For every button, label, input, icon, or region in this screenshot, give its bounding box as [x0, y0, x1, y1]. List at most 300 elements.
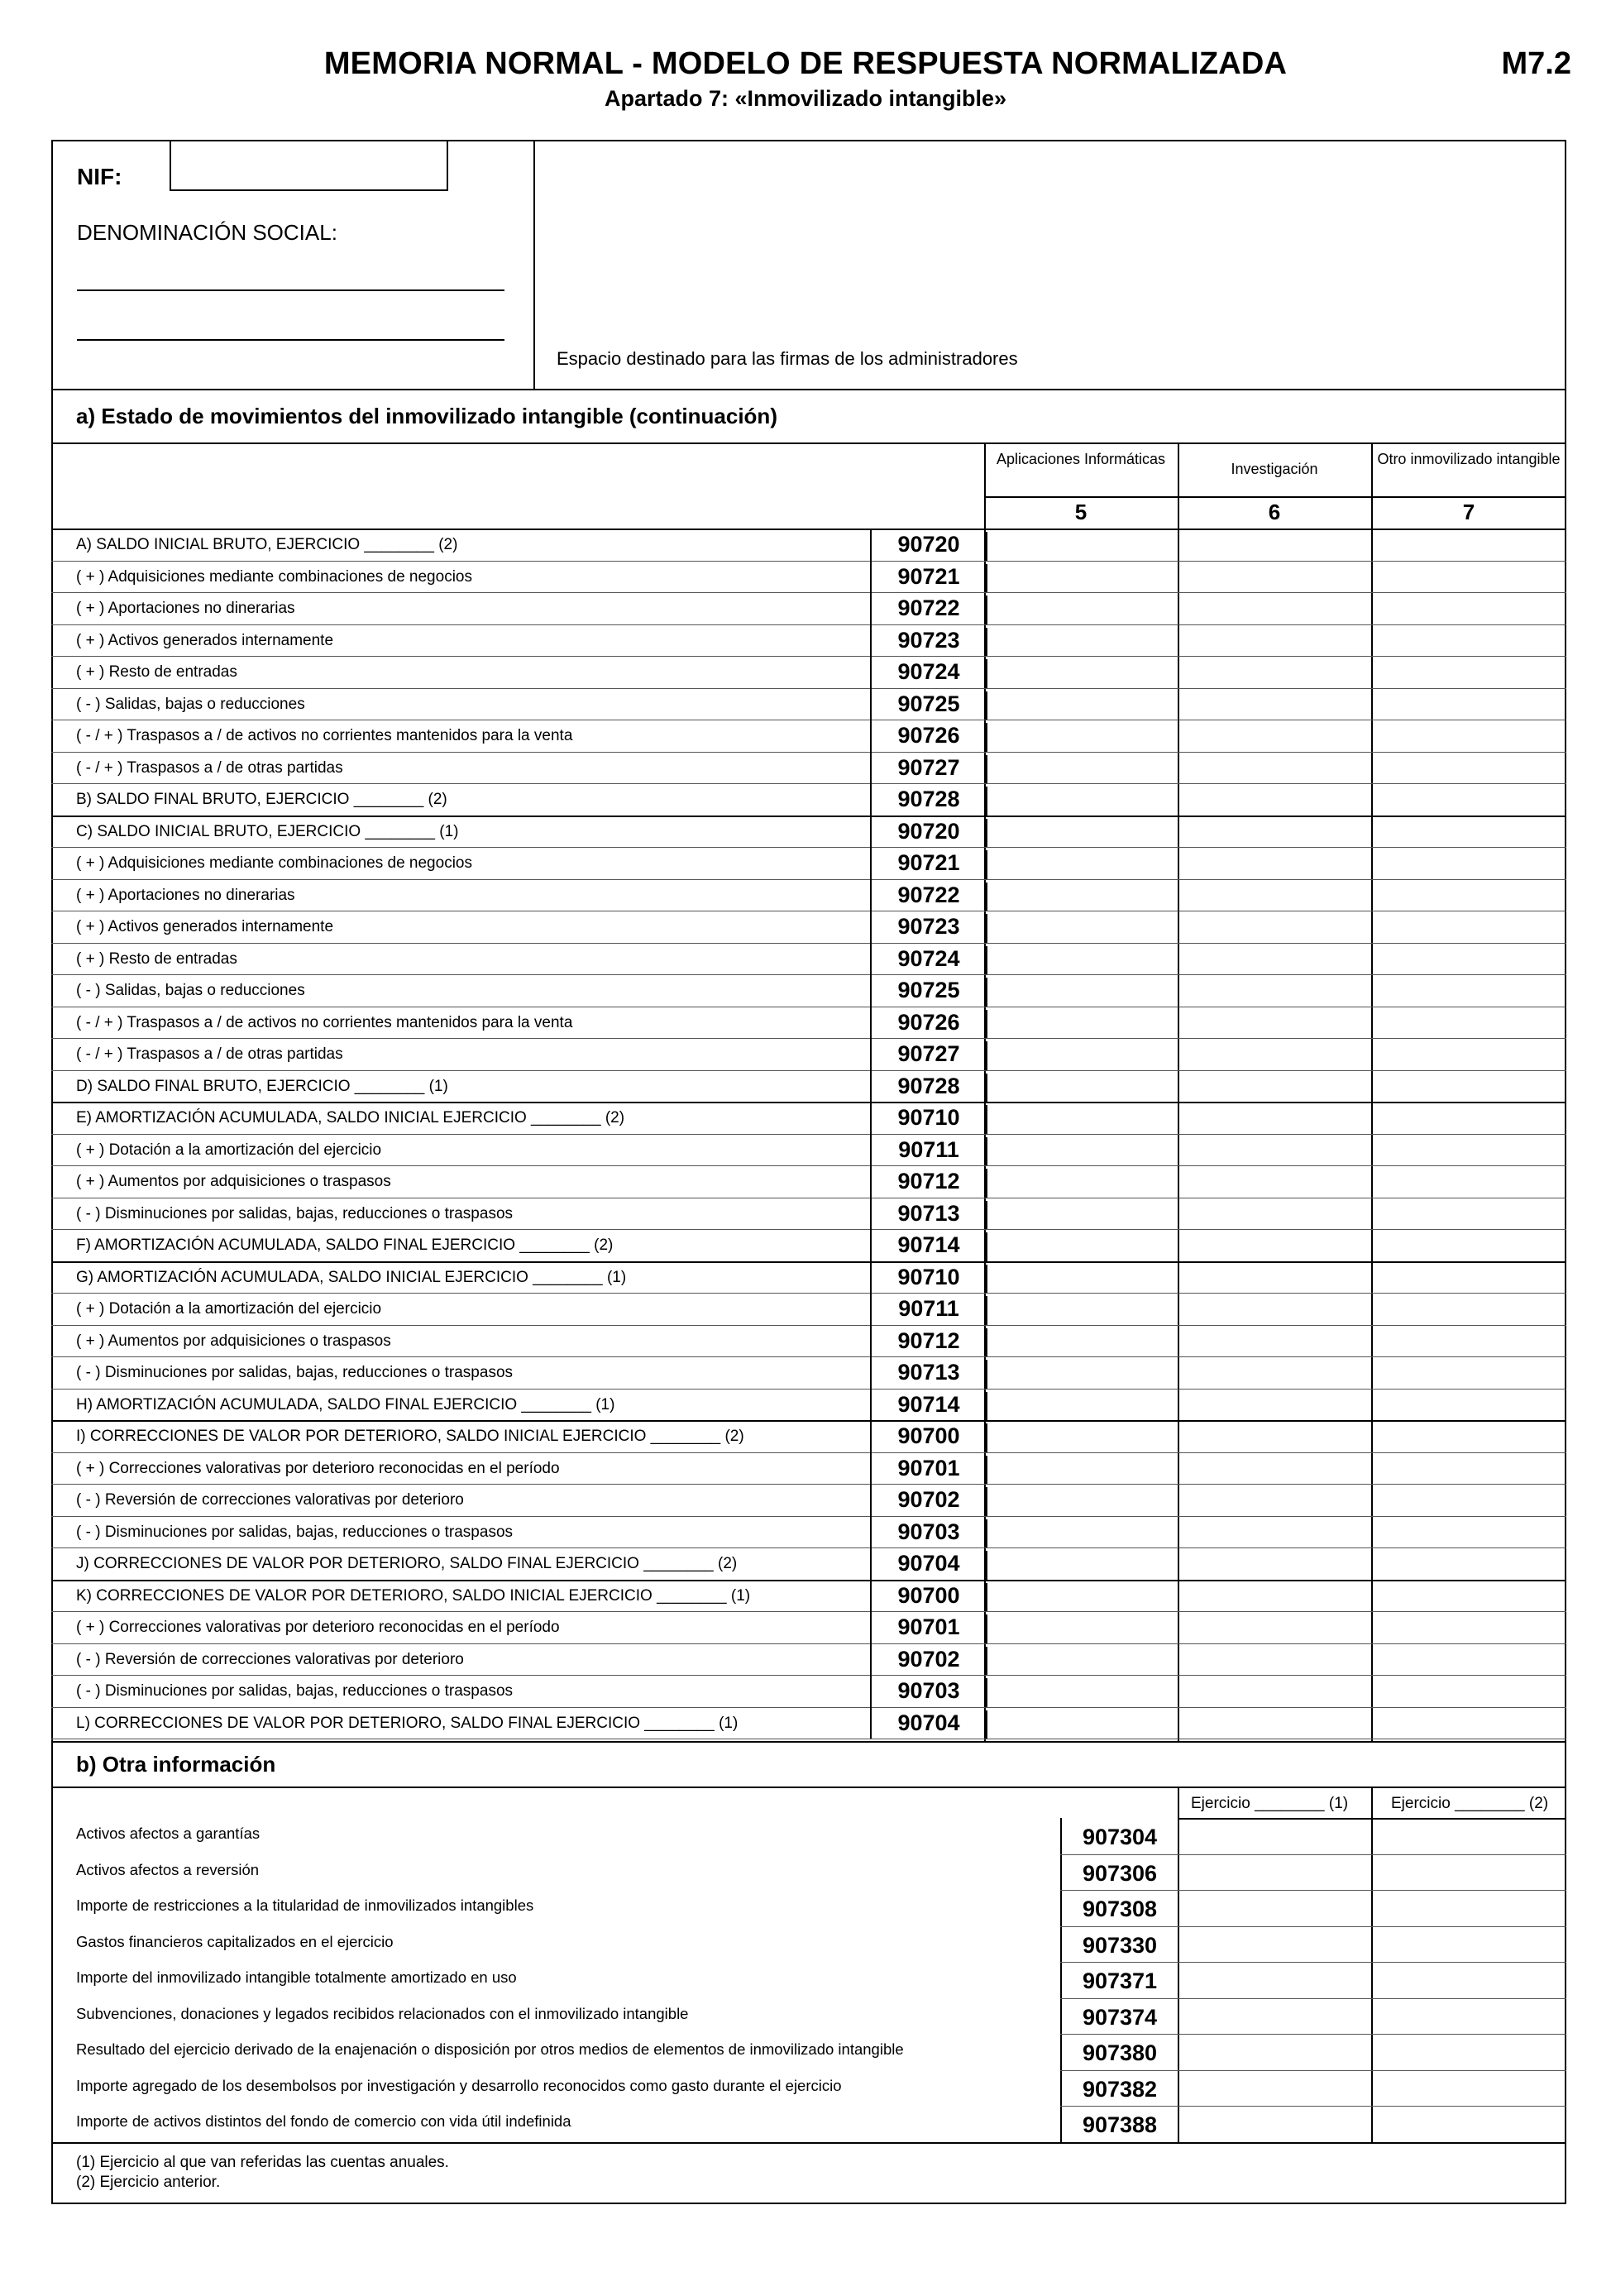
value-cell-col-6[interactable] — [1179, 1675, 1371, 1707]
col-header-otro: Otro inmovilizado intangible — [1377, 451, 1561, 467]
row-code: 907371 — [1082, 1968, 1158, 1993]
value-cell-ejercicio-1[interactable] — [1179, 1890, 1371, 1926]
table-row — [51, 1643, 1566, 1676]
row-code: 90710 — [870, 1105, 987, 1134]
value-cell-col-6[interactable] — [1179, 1102, 1371, 1134]
value-cell-col-6[interactable] — [1179, 1707, 1371, 1739]
table-row — [51, 1102, 1566, 1134]
value-cell-col-6[interactable] — [1179, 847, 1371, 879]
value-cell-ejercicio-1[interactable] — [1179, 2106, 1371, 2142]
value-cell-col-5[interactable] — [986, 816, 1178, 848]
value-cell-col-5[interactable] — [986, 1356, 1178, 1389]
page-subtitle: Apartado 7: «Inmovilizado intangible» — [604, 86, 1007, 111]
row-label: L) CORRECCIONES DE VALOR POR DETERIORO, SALDO FINAL EJERCICIO ________ (1) — [76, 1714, 739, 1732]
table-row — [51, 847, 1566, 879]
row-label: ( + ) Resto de entradas — [76, 663, 237, 681]
row-label: B) SALDO FINAL BRUTO, EJERCICIO ________ (2) — [76, 791, 447, 808]
value-cell-col-5[interactable] — [986, 752, 1178, 784]
row-label: ( + ) Aportaciones no dinerarias — [76, 600, 295, 617]
denominacion-label: DENOMINACIÓN SOCIAL: — [77, 220, 337, 245]
row-label: ( + ) Dotación a la amortización del ejercicio — [76, 1300, 382, 1318]
value-cell-col-7[interactable] — [1373, 1643, 1566, 1676]
value-cell-col-5[interactable] — [986, 1070, 1178, 1103]
table-row — [51, 1580, 1566, 1612]
section-a-title: a) Estado de movimientos del inmovilizado intangible (continuación) — [76, 404, 777, 428]
value-cell-col-7[interactable] — [1373, 1038, 1566, 1070]
value-cell-col-7[interactable] — [1373, 1675, 1566, 1707]
row-label: I) CORRECCIONES DE VALOR POR DETERIORO, SALDO INICIAL EJERCICIO ________ (2) — [76, 1428, 744, 1445]
value-cell-ejercicio-2[interactable] — [1373, 1890, 1566, 1926]
denominacion-line-1[interactable] — [77, 289, 504, 291]
row-code: 90712 — [870, 1169, 987, 1198]
row-code: 90725 — [870, 691, 987, 720]
section-b-title-border — [51, 1787, 1566, 1788]
row-label: ( - ) Salidas, bajas o reducciones — [76, 982, 305, 999]
value-cell-col-6[interactable] — [1179, 974, 1371, 1007]
row-label: ( - / + ) Traspasos a / de otras partidas — [76, 1045, 343, 1063]
row-label: ( + ) Correcciones valorativas por deterioro reconocidas en el período — [76, 1619, 560, 1636]
row-label: K) CORRECCIONES DE VALOR POR DETERIORO, SALDO INICIAL EJERCICIO ________ (1) — [76, 1586, 751, 1605]
col-header-aplicaciones: Aplicaciones Informáticas — [996, 451, 1166, 467]
value-cell-col-6[interactable] — [1179, 656, 1371, 688]
row-label: G) AMORTIZACIÓN ACUMULADA, SALDO INICIAL EJERCICIO ________ (1) — [76, 1268, 627, 1286]
col-number-7: 7 — [1462, 500, 1475, 524]
value-cell-col-6[interactable] — [1179, 1420, 1371, 1452]
table-row — [51, 1038, 1566, 1070]
row-code: 90702 — [870, 1487, 987, 1516]
row-code: 90725 — [870, 978, 987, 1007]
row-code: 90703 — [870, 1519, 987, 1548]
row-code: 90713 — [870, 1360, 987, 1389]
value-cell-ejercicio-1[interactable] — [1179, 2034, 1371, 2070]
value-cell-col-5[interactable] — [986, 943, 1178, 975]
table-row — [51, 1926, 1566, 1963]
table-row — [51, 1547, 1566, 1580]
row-label: Importe de restricciones a la titularidad de inmovilizados intangibles — [76, 1897, 534, 1914]
value-cell-col-6[interactable] — [1179, 624, 1371, 657]
value-cell-col-6[interactable] — [1179, 1229, 1371, 1261]
section-b-col-ejercicio-1: Ejercicio ________ (1) — [1191, 1795, 1349, 1812]
value-cell-col-7[interactable] — [1373, 720, 1566, 752]
value-cell-col-7[interactable] — [1373, 1102, 1566, 1134]
value-cell-col-6[interactable] — [1179, 943, 1371, 975]
nif-label: NIF: — [77, 164, 122, 189]
row-code: 90723 — [870, 628, 987, 657]
value-cell-col-6[interactable] — [1179, 1580, 1371, 1612]
value-cell-col-7[interactable] — [1373, 752, 1566, 784]
value-cell-col-5[interactable] — [986, 1675, 1178, 1707]
section-b-col-ejercicio-2: Ejercicio ________ (2) — [1391, 1795, 1549, 1812]
row-code: 90723 — [870, 914, 987, 943]
value-cell-col-7[interactable] — [1373, 1484, 1566, 1516]
table-row — [51, 656, 1566, 688]
row-label: ( + ) Resto de entradas — [76, 949, 237, 968]
row-code: 907330 — [1082, 1932, 1158, 1958]
value-cell-col-6[interactable] — [1179, 720, 1371, 752]
table-row — [51, 1389, 1566, 1421]
value-cell-col-5[interactable] — [986, 974, 1178, 1007]
col-number-5: 5 — [1074, 500, 1088, 524]
footnote-2: (2) Ejercicio anterior. — [76, 2174, 221, 2191]
value-cell-col-6[interactable] — [1179, 1389, 1371, 1421]
row-code: 90714 — [870, 1392, 987, 1421]
row-label: ( - ) Disminuciones por salidas, bajas, reducciones o traspasos — [76, 1364, 514, 1381]
row-code: 90704 — [870, 1551, 987, 1580]
row-code: 90700 — [870, 1423, 987, 1452]
value-cell-col-7[interactable] — [1373, 1420, 1566, 1452]
row-label: Importe del inmovilizado intangible totalmente amortizado en uso — [76, 1968, 517, 1986]
table-row — [51, 1198, 1566, 1230]
row-label: F) AMORTIZACIÓN ACUMULADA, SALDO FINAL EJERCICIO ________ (2) — [76, 1236, 614, 1254]
table-row — [51, 1675, 1566, 1707]
value-cell-col-6[interactable] — [1179, 816, 1371, 848]
row-code: 90728 — [870, 787, 987, 816]
row-label: C) SALDO INICIAL BRUTO, EJERCICIO ________ (1) — [76, 822, 459, 840]
row-code: 90727 — [870, 755, 987, 784]
table-row — [51, 2034, 1566, 2070]
value-cell-col-6[interactable] — [1179, 1007, 1371, 1039]
value-cell-col-6[interactable] — [1179, 1198, 1371, 1230]
row-label: ( - ) Disminuciones por salidas, bajas, reducciones o traspasos — [76, 1523, 514, 1541]
value-cell-col-7[interactable] — [1373, 1134, 1566, 1166]
col-number-6: 6 — [1268, 500, 1281, 524]
value-cell-col-5[interactable] — [986, 656, 1178, 688]
table-row — [51, 1325, 1566, 1357]
row-label: ( + ) Activos generados internamente — [76, 918, 334, 935]
value-cell-col-7[interactable] — [1373, 1293, 1566, 1325]
table-row — [51, 624, 1566, 657]
table-row — [51, 1134, 1566, 1166]
denominacion-line-2[interactable] — [77, 339, 504, 341]
row-label: ( - / + ) Traspasos a / de activos no corrientes mantenidos para la venta — [76, 727, 573, 744]
value-cell-col-5[interactable] — [986, 529, 1178, 561]
value-cell-ejercicio-1[interactable] — [1179, 1854, 1371, 1891]
footnote-1: (1) Ejercicio al que van referidas las cuentas anuales. — [76, 2154, 449, 2171]
value-cell-col-5[interactable] — [986, 1165, 1178, 1198]
row-code: 90724 — [870, 659, 987, 688]
value-cell-ejercicio-2[interactable] — [1373, 1926, 1566, 1963]
value-cell-col-6[interactable] — [1179, 1452, 1371, 1485]
value-cell-col-5[interactable] — [986, 1261, 1178, 1294]
value-cell-ejercicio-1[interactable] — [1179, 1926, 1371, 1963]
table-row — [51, 943, 1566, 975]
value-cell-col-7[interactable] — [1373, 1198, 1566, 1230]
form-code: M7.2 — [1501, 46, 1571, 81]
value-cell-ejercicio-2[interactable] — [1373, 1962, 1566, 1998]
row-code: 90722 — [870, 883, 987, 911]
table-row — [51, 1707, 1566, 1739]
row-label: Gastos financieros capitalizados en el ejercicio — [76, 1932, 394, 1950]
value-cell-col-7[interactable] — [1373, 624, 1566, 657]
table-row — [51, 1420, 1566, 1452]
section-b-title: b) Otra información — [76, 1752, 276, 1777]
value-cell-col-7[interactable] — [1373, 847, 1566, 879]
row-label: Activos afectos a garantías — [76, 1825, 261, 1842]
section-b-top-border — [51, 1741, 1566, 1743]
table-row — [51, 592, 1566, 624]
row-label: Activos afectos a reversión — [76, 1860, 260, 1878]
row-code: 90721 — [870, 564, 987, 593]
row-code: 907304 — [1082, 1825, 1158, 1849]
value-cell-ejercicio-2[interactable] — [1373, 2106, 1566, 2142]
value-cell-ejercicio-2[interactable] — [1373, 2070, 1566, 2107]
row-code: 90728 — [870, 1074, 987, 1103]
table-row — [51, 1261, 1566, 1294]
row-code: 90726 — [870, 1010, 987, 1039]
row-label: ( + ) Adquisiciones mediante combinaciones de negocios — [76, 567, 472, 586]
value-cell-col-6[interactable] — [1179, 1611, 1371, 1643]
value-cell-col-5[interactable] — [986, 1389, 1178, 1421]
table-row — [51, 1293, 1566, 1325]
row-label: ( + ) Aportaciones no dinerarias — [76, 886, 295, 904]
value-cell-col-5[interactable] — [986, 1484, 1178, 1516]
value-cell-col-5[interactable] — [986, 911, 1178, 943]
table-row — [51, 816, 1566, 848]
value-cell-col-7[interactable] — [1373, 1389, 1566, 1421]
value-cell-col-7[interactable] — [1373, 1165, 1566, 1198]
code-col-left-border — [870, 529, 872, 1739]
value-cell-col-7[interactable] — [1373, 656, 1566, 688]
value-cell-col-6[interactable] — [1179, 752, 1371, 784]
table-row — [51, 1611, 1566, 1643]
row-code: 90704 — [870, 1710, 987, 1739]
table-row — [51, 561, 1566, 593]
value-cell-col-6[interactable] — [1179, 911, 1371, 943]
table-row — [51, 1516, 1566, 1548]
value-cell-col-6[interactable] — [1179, 592, 1371, 624]
row-label: ( + ) Correcciones valorativas por deterioro reconocidas en el período — [76, 1459, 560, 1477]
value-cell-col-5[interactable] — [986, 1452, 1178, 1485]
value-cell-col-5[interactable] — [986, 1102, 1178, 1134]
value-cell-col-6[interactable] — [1179, 561, 1371, 593]
table-row — [51, 1356, 1566, 1389]
value-cell-col-6[interactable] — [1179, 1516, 1371, 1548]
value-cell-col-7[interactable] — [1373, 592, 1566, 624]
value-cell-col-7[interactable] — [1373, 816, 1566, 848]
table-row — [51, 879, 1566, 911]
page-title: MEMORIA NORMAL - MODELO DE RESPUESTA NORMALIZADA — [323, 46, 1288, 81]
value-cell-col-5[interactable] — [986, 1198, 1178, 1230]
row-code: 907306 — [1082, 1860, 1158, 1886]
row-label: ( - ) Reversión de correcciones valorativas por deterioro — [76, 1650, 464, 1668]
value-cell-col-7[interactable] — [1373, 1007, 1566, 1039]
value-cell-col-5[interactable] — [986, 1229, 1178, 1261]
value-cell-col-7[interactable] — [1373, 1325, 1566, 1357]
table-row — [51, 1818, 1566, 1854]
value-cell-col-6[interactable] — [1179, 529, 1371, 561]
value-cell-col-5[interactable] — [986, 1038, 1178, 1070]
table-row — [51, 974, 1566, 1007]
table-row — [51, 1229, 1566, 1261]
row-label: Importe agregado de los desembolsos por investigación y desarrollo reconocidos como gasto durante el ejercicio — [76, 2076, 842, 2094]
value-cell-col-7[interactable] — [1373, 1452, 1566, 1485]
table-row — [51, 783, 1566, 816]
value-cell-col-5[interactable] — [986, 1293, 1178, 1325]
value-cell-col-7[interactable] — [1373, 1261, 1566, 1294]
row-code: 907308 — [1082, 1897, 1158, 1921]
value-cell-col-6[interactable] — [1179, 1293, 1371, 1325]
row-code: 90700 — [870, 1583, 987, 1612]
table-row — [51, 1452, 1566, 1485]
value-cell-col-5[interactable] — [986, 847, 1178, 879]
value-cell-col-6[interactable] — [1179, 1325, 1371, 1357]
row-code: 90724 — [870, 946, 987, 975]
value-cell-col-7[interactable] — [1373, 911, 1566, 943]
id-bottom-border — [51, 389, 1566, 390]
row-code: 90712 — [870, 1328, 987, 1357]
value-cell-col-5[interactable] — [986, 1134, 1178, 1166]
value-cell-col-7[interactable] — [1373, 1611, 1566, 1643]
row-code: 907380 — [1082, 2040, 1158, 2065]
value-cell-col-5[interactable] — [986, 624, 1178, 657]
value-cell-col-5[interactable] — [986, 1611, 1178, 1643]
value-cell-col-7[interactable] — [1373, 561, 1566, 593]
table-row — [51, 2106, 1566, 2142]
row-label: ( + ) Adquisiciones mediante combinaciones de negocios — [76, 854, 472, 872]
value-cell-ejercicio-2[interactable] — [1373, 1818, 1566, 1854]
table-row — [51, 1998, 1566, 2035]
row-code: 90711 — [870, 1296, 987, 1325]
row-code: 90702 — [870, 1647, 987, 1676]
footnotes-border — [51, 2142, 1566, 2144]
value-cell-col-7[interactable] — [1373, 1580, 1566, 1612]
value-cell-col-7[interactable] — [1373, 974, 1566, 1007]
value-cell-ejercicio-2[interactable] — [1373, 2034, 1566, 2070]
row-label: A) SALDO INICIAL BRUTO, EJERCICIO ________ (2) — [76, 536, 458, 553]
table-row — [51, 1484, 1566, 1516]
table-row — [51, 2070, 1566, 2107]
value-cell-col-5[interactable] — [986, 688, 1178, 720]
row-code: 907374 — [1082, 2004, 1158, 2030]
row-code: 90701 — [870, 1614, 987, 1643]
value-cell-col-5[interactable] — [986, 879, 1178, 911]
value-cell-col-5[interactable] — [986, 1420, 1178, 1452]
table-row — [51, 1854, 1566, 1891]
value-cell-col-6[interactable] — [1179, 1070, 1371, 1103]
value-cell-col-6[interactable] — [1179, 1261, 1371, 1294]
row-label: Resultado del ejercicio derivado de la enajenación o disposición por otros medios de elementos de inmovilizado intangible — [76, 2040, 904, 2058]
row-label: ( + ) Activos generados internamente — [76, 631, 334, 649]
value-cell-col-6[interactable] — [1179, 1484, 1371, 1516]
row-code: 90726 — [870, 723, 987, 752]
value-cell-ejercicio-2[interactable] — [1373, 1854, 1566, 1891]
value-cell-col-6[interactable] — [1179, 783, 1371, 816]
value-cell-col-5[interactable] — [986, 1007, 1178, 1039]
value-cell-col-7[interactable] — [1373, 1229, 1566, 1261]
table-row — [51, 1165, 1566, 1198]
row-label: E) AMORTIZACIÓN ACUMULADA, SALDO INICIAL EJERCICIO ________ (2) — [76, 1109, 625, 1126]
value-cell-col-7[interactable] — [1373, 1356, 1566, 1389]
value-cell-ejercicio-1[interactable] — [1179, 1962, 1371, 1998]
table-row — [51, 1007, 1566, 1039]
row-label: ( - ) Disminuciones por salidas, bajas, reducciones o traspasos — [76, 1204, 514, 1222]
row-label: D) SALDO FINAL BRUTO, EJERCICIO ________ (1) — [76, 1077, 448, 1095]
value-cell-ejercicio-2[interactable] — [1373, 1998, 1566, 2035]
table-row — [51, 1070, 1566, 1103]
value-cell-col-5[interactable] — [986, 1547, 1178, 1580]
nif-input[interactable] — [170, 140, 448, 191]
value-cell-col-5[interactable] — [986, 592, 1178, 624]
row-code: 90721 — [870, 850, 987, 879]
table-row — [51, 911, 1566, 943]
row-code: 90713 — [870, 1201, 987, 1230]
row-code: 90722 — [870, 596, 987, 624]
row-label: J) CORRECCIONES DE VALOR POR DETERIORO, SALDO FINAL EJERCICIO ________ (2) — [76, 1555, 738, 1572]
row-label: ( + ) Aumentos por adquisiciones o traspasos — [76, 1173, 391, 1190]
value-cell-col-5[interactable] — [986, 1580, 1178, 1612]
value-cell-col-7[interactable] — [1373, 1547, 1566, 1580]
table-row — [51, 752, 1566, 784]
row-label: ( - ) Salidas, bajas o reducciones — [76, 695, 305, 713]
value-cell-col-7[interactable] — [1373, 688, 1566, 720]
row-label: H) AMORTIZACIÓN ACUMULADA, SALDO FINAL EJERCICIO ________ (1) — [76, 1395, 615, 1413]
value-cell-col-7[interactable] — [1373, 1516, 1566, 1548]
row-label: Subvenciones, donaciones y legados recibidos relacionados con el inmovilizado intangible — [76, 2004, 689, 2022]
row-label: ( - / + ) Traspasos a / de otras partidas — [76, 758, 343, 777]
value-cell-col-5[interactable] — [986, 720, 1178, 752]
value-cell-col-7[interactable] — [1373, 783, 1566, 816]
value-cell-col-7[interactable] — [1373, 1070, 1566, 1103]
value-cell-col-7[interactable] — [1373, 943, 1566, 975]
row-code: 90711 — [870, 1137, 987, 1166]
value-cell-col-5[interactable] — [986, 1707, 1178, 1739]
value-cell-col-6[interactable] — [1179, 1356, 1371, 1389]
value-cell-col-7[interactable] — [1373, 879, 1566, 911]
row-code: 90727 — [870, 1041, 987, 1070]
value-cell-col-6[interactable] — [1179, 879, 1371, 911]
table-row — [51, 688, 1566, 720]
value-cell-col-7[interactable] — [1373, 1707, 1566, 1739]
value-cell-col-6[interactable] — [1179, 1038, 1371, 1070]
firmas-text: Espacio destinado para las firmas de los administradores — [557, 348, 1018, 369]
row-label: ( + ) Aumentos por adquisiciones o traspasos — [76, 1332, 391, 1350]
row-code: 90720 — [870, 532, 987, 561]
table-row — [51, 529, 1566, 561]
table-row — [51, 720, 1566, 752]
row-label: ( - ) Reversión de correcciones valorativas por deterioro — [76, 1491, 464, 1509]
row-label: ( - / + ) Traspasos a / de activos no corrientes mantenidos para la venta — [76, 1013, 573, 1031]
value-cell-col-5[interactable] — [986, 783, 1178, 816]
value-cell-col-5[interactable] — [986, 1325, 1178, 1357]
row-code: 907388 — [1082, 2112, 1158, 2137]
col-header-divider — [984, 496, 1566, 498]
table-row — [51, 1890, 1566, 1926]
value-cell-col-6[interactable] — [1179, 1643, 1371, 1676]
value-cell-col-5[interactable] — [986, 1516, 1178, 1548]
value-cell-col-6[interactable] — [1179, 688, 1371, 720]
row-code: 90701 — [870, 1456, 987, 1485]
table-row — [51, 1962, 1566, 1998]
value-cell-col-6[interactable] — [1179, 1547, 1371, 1580]
value-cell-ejercicio-1[interactable] — [1179, 2070, 1371, 2107]
value-cell-col-7[interactable] — [1373, 529, 1566, 561]
row-code: 90714 — [870, 1232, 987, 1261]
section-a-title-border — [51, 442, 1566, 444]
value-cell-col-5[interactable] — [986, 1643, 1178, 1676]
value-cell-col-6[interactable] — [1179, 1134, 1371, 1166]
value-cell-col-5[interactable] — [986, 561, 1178, 593]
value-cell-ejercicio-1[interactable] — [1179, 1998, 1371, 2035]
col-header-investigacion: Investigación — [1231, 461, 1318, 477]
row-code: 90703 — [870, 1678, 987, 1707]
row-code: 90710 — [870, 1265, 987, 1294]
row-code: 907382 — [1082, 2076, 1158, 2102]
value-cell-col-6[interactable] — [1179, 1165, 1371, 1198]
row-label: ( - ) Disminuciones por salidas, bajas, reducciones o traspasos — [76, 1682, 514, 1700]
value-cell-ejercicio-1[interactable] — [1179, 1818, 1371, 1854]
id-divider — [533, 140, 535, 389]
row-label: ( + ) Dotación a la amortización del ejercicio — [76, 1141, 382, 1159]
